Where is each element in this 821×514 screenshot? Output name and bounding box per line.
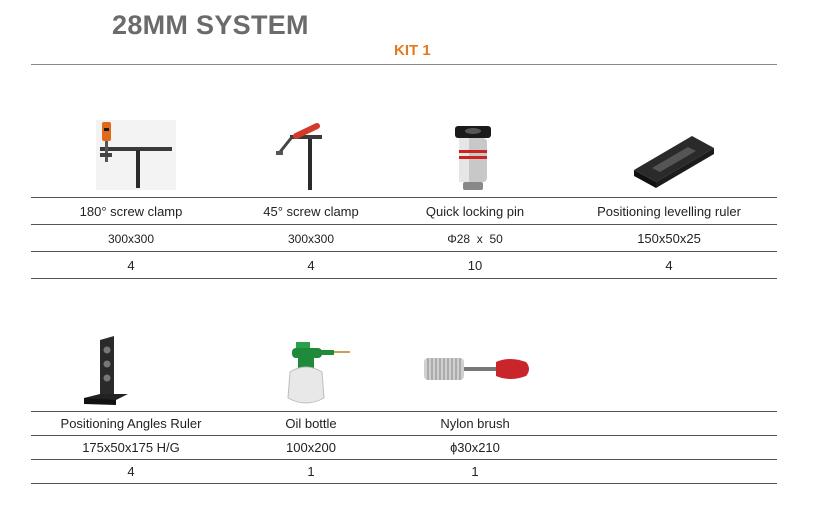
item-size: 150x50x25 (637, 231, 701, 246)
screw-clamp-180-icon (96, 120, 176, 190)
item-qty: 4 (307, 258, 315, 273)
oil-bottle-icon (270, 340, 352, 408)
kit-label: KIT 1 (394, 42, 431, 59)
item-qty: 4 (127, 258, 135, 273)
angle-ruler-icon (80, 336, 132, 406)
locking-pin-icon (453, 126, 493, 192)
item-size: 175x50x175 H/G (82, 440, 180, 455)
item-name: Positioning levelling ruler (597, 204, 741, 219)
page-title: 28MM SYSTEM (112, 10, 309, 40)
item-name: Positioning Angles Ruler (60, 416, 202, 431)
item-qty: 4 (127, 464, 135, 479)
item-name: 180° screw clamp (79, 204, 183, 219)
screw-clamp-45-icon (272, 122, 332, 192)
table2-row-border (31, 435, 777, 436)
table2-row-border (31, 459, 777, 460)
item-qty: 4 (665, 258, 673, 273)
table1-bottom-border (31, 278, 777, 279)
table1-row-border (31, 224, 777, 225)
item-size: ɸ30x210 (450, 440, 500, 455)
item-name: Quick locking pin (425, 204, 525, 219)
item-qty: 1 (307, 464, 315, 479)
item-size: 300x300 (287, 232, 335, 246)
nylon-brush-icon (420, 352, 532, 386)
item-name: Nylon brush (440, 416, 510, 431)
header-divider (31, 64, 777, 65)
levelling-ruler-icon (630, 132, 716, 188)
item-size: 300x300 (107, 232, 155, 246)
item-size: 100x200 (286, 440, 336, 455)
item-name: Oil bottle (285, 416, 337, 431)
table1-row-border (31, 251, 777, 252)
item-qty: 10 (467, 258, 483, 273)
item-size: Φ28 x 50 (447, 232, 503, 246)
item-qty: 1 (471, 464, 479, 479)
table2-top-border (31, 411, 777, 412)
table1-top-border (31, 197, 777, 198)
table2-bottom-border (31, 483, 777, 484)
item-name: 45° screw clamp (263, 204, 359, 219)
